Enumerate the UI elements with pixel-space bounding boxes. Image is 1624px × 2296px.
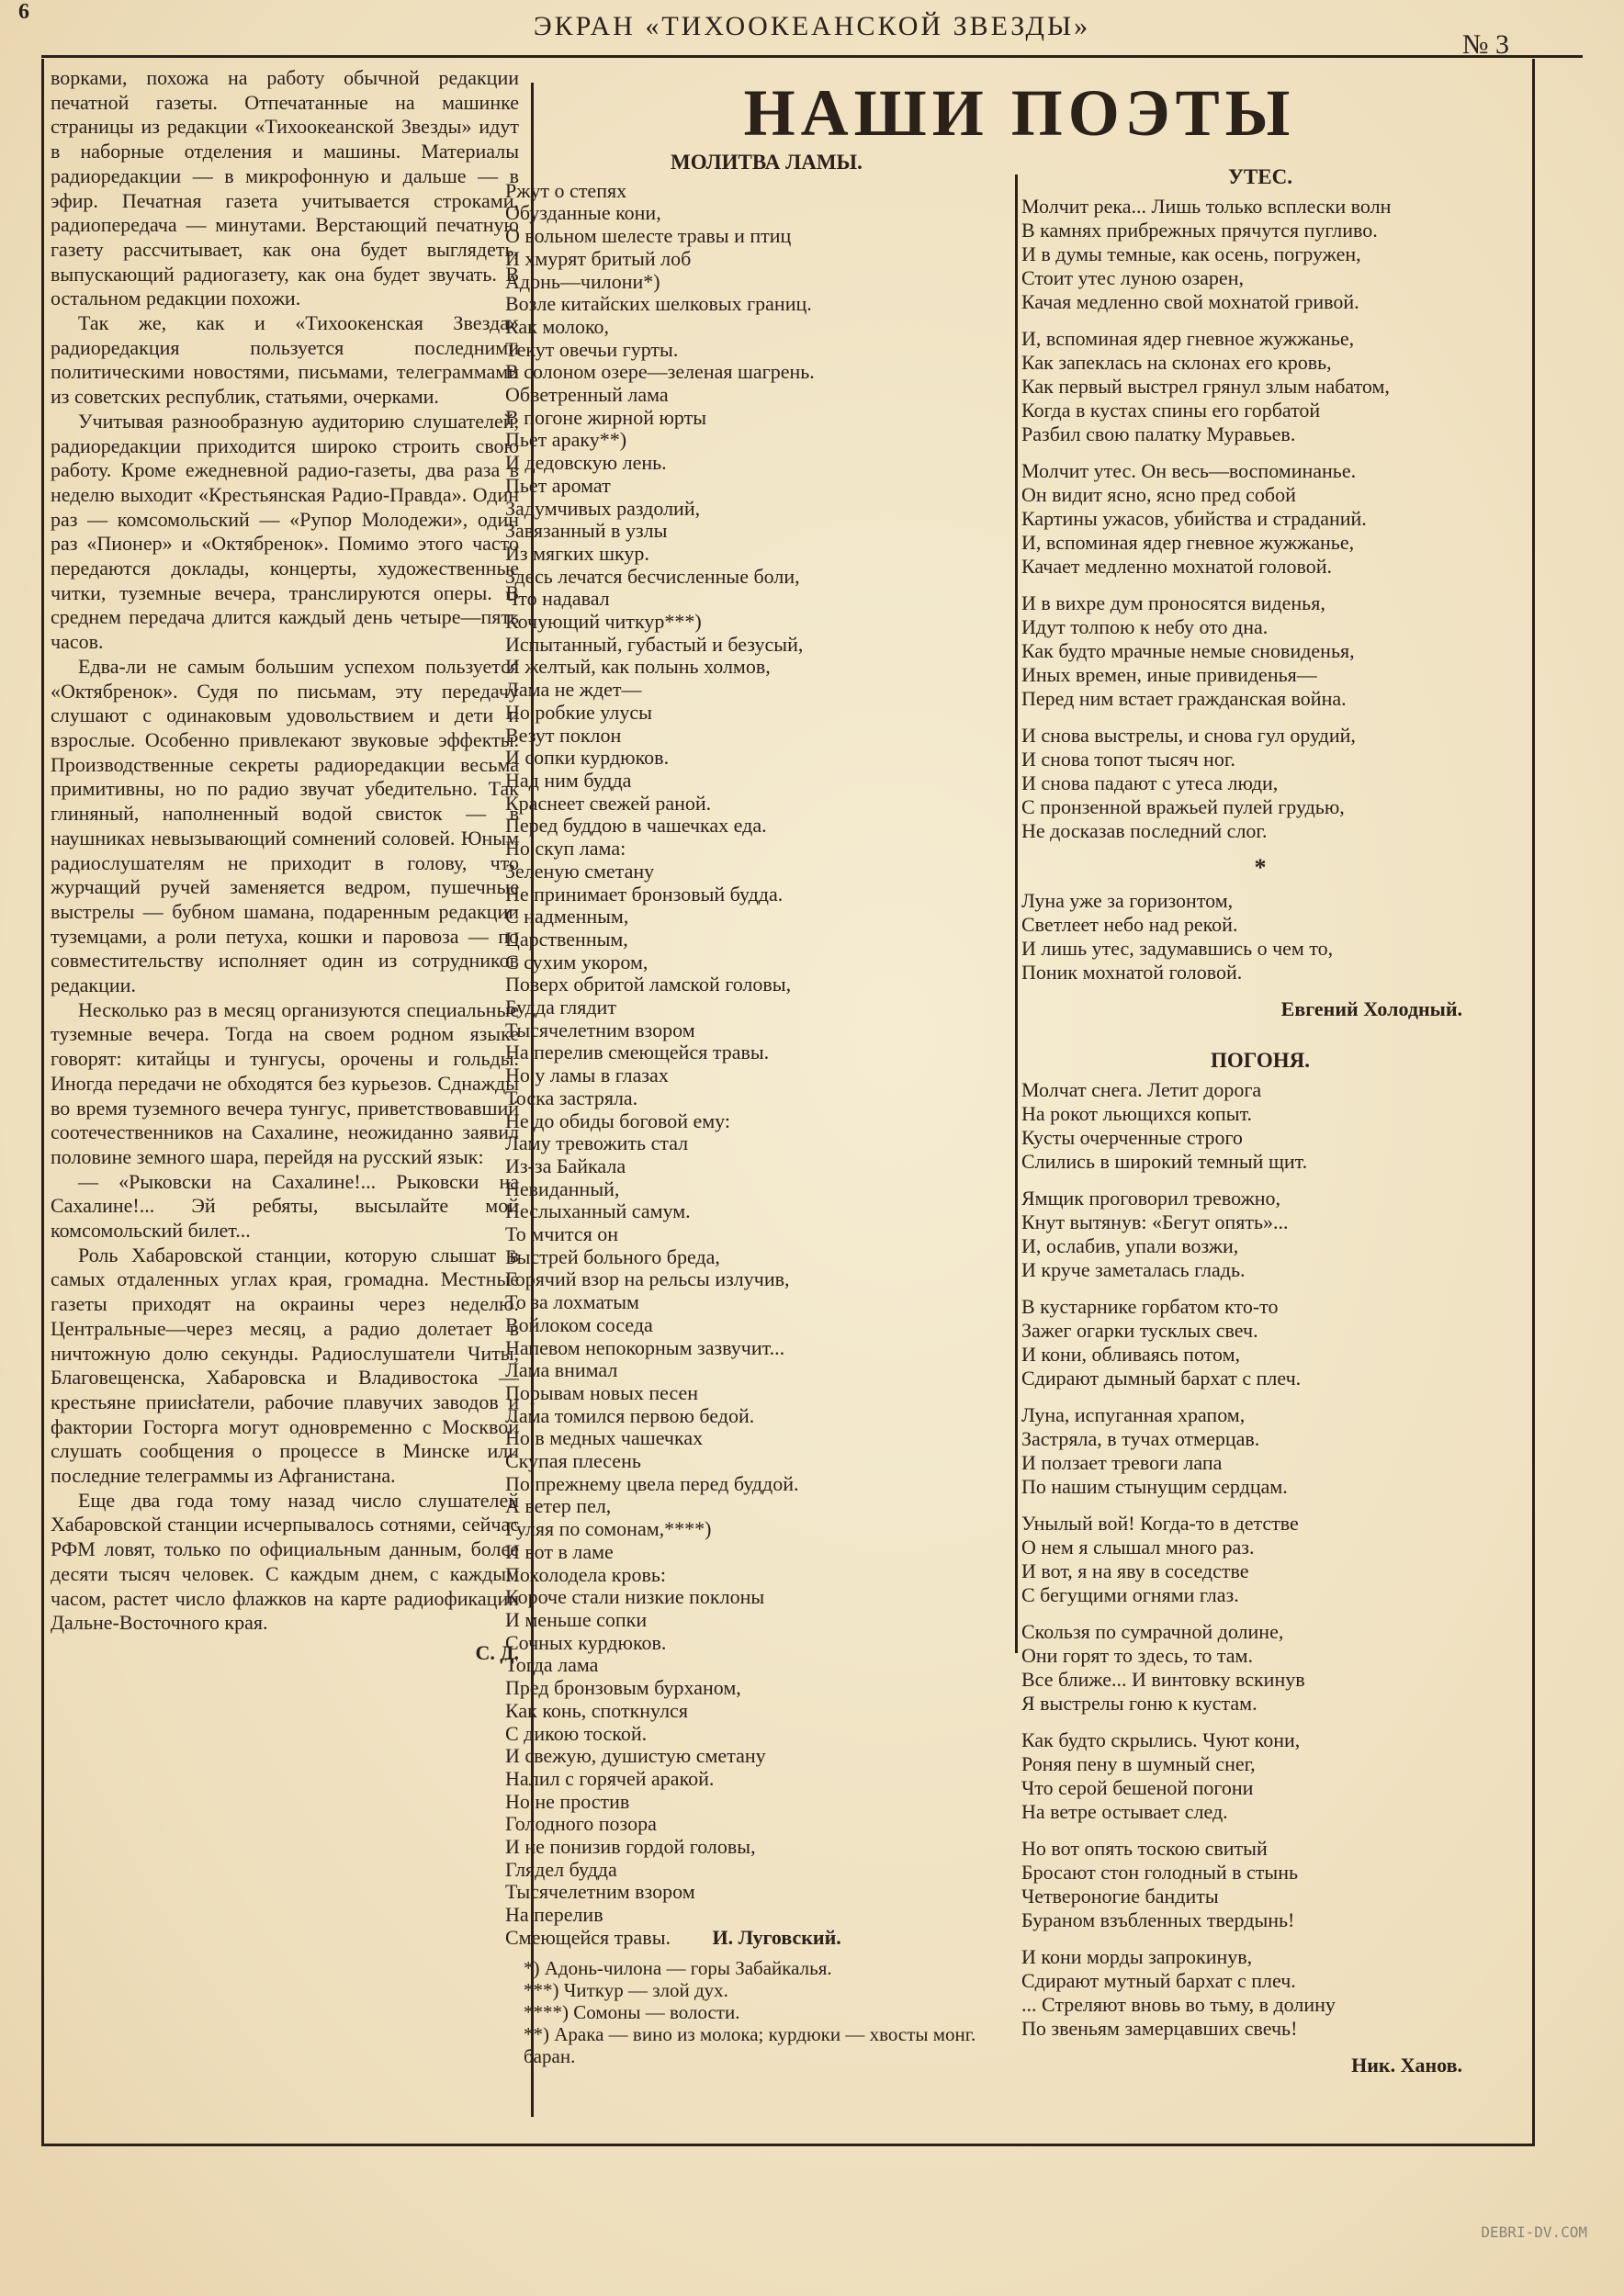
poem-lama [505,152,987,2144]
footnote: *) Адонь-чилона — горы Забайкалья. [524,1956,832,1979]
poem-line [505,1927,987,1950]
poem-line: Невиданный, [505,1176,620,1200]
stanza [1021,327,1499,446]
stanza [1021,195,1499,314]
poem-line: С пронзенной вражьей пулей грудью, [1021,795,1345,818]
poem-line: В погоне жирной юрты [505,405,707,429]
poem-line: Лама томился первою бедой. [505,1403,755,1427]
poem-line: В солоном озере—зеленая шагрень. [505,360,815,384]
article-paragraph: Еще два года тому назад число слушателей Хабаровской станции исчерпывалось сотнями, сейчас РФМ ловят, только по официальным данным, более десяти тысяч человек. С каждым днем, с каждым часом, растет число флажков на карте радиофикации Дальне-Восточного края. [51,1488,519,1635]
poem-utes-body [1021,195,1499,843]
article-paragraph: — «Рыковски на Сахалине!... Рыковски на Сахалине!... Эй ребяты, высылайте мой комсомольский билет... [51,1169,519,1243]
poem-line: Но не простив [505,1789,630,1813]
poem-line: И, вспоминая ядер гневное жужжанье, [1021,327,1355,350]
section-title: НАШИ ПОЭТЫ [743,76,1296,150]
poem-last-line: Смеющейся травы. [505,1925,671,1949]
poem-line: Похолодела кровь: [505,1562,666,1586]
article-paragraph: Несколько раз в месяц организуются специальные туземные вечера. Тогда на своем родном языке говорят: китайцы и тунгусы, орочены и гольды. Иногда передачи не обходятся без курьезов. Сднажды во время туземного вечера тунгус, приветствовавший соотечественников на Сахалине, неожиданно заявил половине земного шара, перейдя на русский язык: [51,997,519,1168]
poem-line: Сочных курдюков. [505,1630,667,1654]
poem-line: Войлоком соседа [505,1312,653,1336]
poem-pogonya-body [1021,1078,1499,2041]
poem-line: Когда в кустах спины его горбатой [1021,399,1321,422]
poem-lines [505,180,987,1927]
poem-line: Четвероногие бандиты [1021,1885,1219,1908]
poem-line: Неслыханный самум. [505,1199,691,1223]
poem-line: Краснеет свежей раной. [505,791,712,815]
poem-line: Гуляя по сомонам,****) [505,1517,712,1541]
poem-line: Скользя по сумрачной долине, [1021,1620,1284,1643]
poem-line: Завязанный в узлы [505,519,668,543]
poem-line: Пред бронзовым бурханом, [505,1676,741,1700]
poem-line: Что надавал [505,587,610,611]
footnotes [505,1957,987,2067]
poem-line: Как конь, споткнулся [505,1698,688,1722]
poem-line: Кнут вытянув: «Бегут опять»... [1021,1210,1289,1233]
poem-line: Поверх обритой ламской головы, [505,973,792,996]
poem-line: И не понизив гордой головы, [505,1835,756,1859]
poem-line: И в вихре дум проносятся виденья, [1021,591,1325,614]
poem-line: Луна уже за горизонтом, [1021,889,1234,912]
poem-line: Молчат снега. Летит дорога [1021,1078,1262,1101]
footnote: **) Арака — вино из молока; курдюки — хвосты монг. баран. [524,2022,976,2067]
stanza [1021,1728,1499,1824]
poem-line: Но в медных чашечках [505,1426,704,1450]
poem-line: И дедовскую лень. [505,451,667,475]
poem-line: И снова топот тысяч ног. [1021,748,1235,771]
poem-line: И, ослабив, упали возжи, [1021,1234,1239,1257]
poem-line: Как молоко, [505,314,610,338]
poem-line: На перелив смеющейся травы. [505,1041,770,1064]
poem-line: Лама не ждет— [505,678,642,702]
poem-line: Порывам новых песен [505,1380,699,1404]
poem-line: Адонь—чилони*) [505,269,660,293]
header-rule [41,55,1583,58]
poem-line: Обветренный лама [505,383,669,407]
poem-line: И кони морды запрокинув, [1021,1945,1253,1968]
poem-line: Сдирают дымный бархат с плеч. [1021,1367,1302,1390]
poem-line: Иных времен, иные привиденья— [1021,663,1317,686]
poem-line: Кочующий читкур***) [505,610,702,634]
poem-line: Пьет аромат [505,473,611,497]
poem-line: Обузданные кони, [505,201,661,225]
poem-line: С дикою тоской. [505,1721,648,1745]
poem-line: То за лохматым [505,1290,639,1314]
poem-line: Бураном взъбленных твердынь! [1021,1908,1295,1931]
poem-line: Они горят то здесь, то там. [1021,1644,1253,1667]
poem-line: Я выстрелы гоню к кустам. [1021,1692,1257,1715]
poem-line: Ямщик проговорил тревожно, [1021,1187,1281,1210]
poem-line: И хмурят бритый лоб [505,246,692,270]
poem-line: И снова падают с утеса люди, [1021,771,1279,794]
poem-line: По нашим стынущим сердцам. [1021,1475,1288,1498]
poem-line: Молчит утес. Он весь—воспоминанье. [1021,459,1357,482]
poem-line: Испытанный, губастый и безусый, [505,632,804,656]
poem-line: Скупая плесень [505,1449,641,1473]
poem-line: Голодного позора [505,1812,657,1836]
article-signature: С. Д. [475,1641,519,1664]
poem-line: По звеньям замерцавших свечь! [1021,2017,1298,2040]
poem-author: И. Луговский. [712,1925,841,1949]
poem-line: Луна, испуганная храпом, [1021,1403,1246,1426]
article-paragraph: Едва-ли не самым большим успехом пользуется «Октябренок». Судя по письмам, эту передачу слушают с одинаковым удовольствием и дети и взрослые. Особенно привлекают звуковые эффекты. Производственные секреты радиоредакции весьма примитивны, но по радио звучат убедительно. Так глиняный, наполненный водой свисток — в наушниках невызывающий сомнений соловей. Юным радиослушателям не приходит в голову, что журчащий ручей заменяется ведром, пушечные выстрелы — бубном шамана, подаренным редакции туземцами, а роли петуха, кошки и паровоза — по совместительству исполняет один из сотрудников редакции. [51,654,519,997]
poem-line: Стоит утес луною озарен, [1021,266,1244,289]
article-column [51,66,519,2133]
poem-line: Над ним будда [505,768,632,792]
poem-line: Но у ламы в глазах [505,1064,669,1087]
poem-line: Быстрей больного бреда, [505,1244,720,1268]
poem-line: С бегущими огнями глаз. [1021,1583,1239,1606]
poem-line: Не принимает бронзовый будда. [505,882,784,906]
poem-title: МОЛИТВА ЛАМЫ. [671,152,863,174]
poem-author: Евгений Холодный. [1280,997,1462,1020]
stanza [1021,1837,1499,1932]
poem-line: Царственным, [505,927,628,951]
stanza [1021,1512,1499,1607]
poem-line: Не до обиды боговой ему: [505,1109,730,1132]
poem-line: И лишь утес, задумавшись о чем то, [1021,937,1334,960]
poem-line: И круче заметалась гладь. [1021,1258,1246,1281]
poem-line: И, вспоминая ядер гневное жужжанье, [1021,531,1355,554]
poem-line: И вот, я на яву в соседстве [1021,1559,1249,1582]
poem-line: Тысячелетним взором [505,1880,695,1904]
poem-line: Идут толпою к небу ото дна. [1021,615,1269,638]
poem-line: С сухим укором, [505,950,648,974]
stanza [1021,459,1499,579]
poem-line: Зажег огарки тусклых свеч. [1021,1319,1258,1342]
poem-line: И желтый, как полынь холмов, [505,655,771,679]
newspaper-header-title: ЭКРАН «ТИХООКЕАНСКОЙ ЗВЕЗДЫ» [533,11,1091,41]
poem-line: То мчится он [505,1222,619,1246]
poem-line: Текут овечьи гурты. [505,337,679,361]
poem-line: Роняя пену в шумный снег, [1021,1752,1256,1775]
poem-line: Горячий взор на рельсы излучив, [505,1267,790,1291]
poem-line: И в думы темные, как осень, погружен, [1021,242,1361,265]
poem-line: Из мягких шкур. [505,541,649,565]
poem-line: ... Стреляют вновь во тьму, в долину [1021,1993,1336,2016]
poem-final-stanza [1021,889,1499,985]
poem-line: Тысячелетним взором [505,1018,695,1041]
issue-number: № 3 [1461,29,1509,60]
stanza [1021,1945,1499,2041]
poem-title: ПОГОНЯ. [1211,1049,1310,1072]
poem-line: И кони, обливаясь потом, [1021,1343,1240,1366]
poem-line: Лама внимал [505,1358,618,1382]
poem-line: Бросают стон голодный в стынь [1021,1861,1299,1884]
poem-line: Все ближе... И винтовку вскинув [1021,1668,1305,1691]
poem-line: Тогда лама [505,1653,599,1677]
poem-line: Что серой бешеной погони [1021,1776,1254,1799]
poem-line: Глядел будда [505,1857,617,1881]
poem-line: Слились в широкий темный щит. [1021,1150,1308,1173]
footnote: ****) Сомоны — волости. [524,2000,740,2023]
poem-line: И свежую, душистую сметану [505,1744,766,1768]
poem-line: Везут поклон [505,723,622,747]
poem-line: Как будто скрылись. Чуют кони, [1021,1728,1301,1751]
poem-line: О нем я слышал много раз. [1021,1536,1255,1559]
stanza [1021,1620,1499,1716]
poem-line: Зеленую сметану [505,859,655,883]
poem-line: Разбил свою палатку Муравьев. [1021,422,1296,445]
watermark: DEBRI-DV.COM [1481,2223,1587,2241]
poem-line: Картины ужасов, убийства и страданий. [1021,507,1367,530]
poem-line: Но скуп лама: [505,837,626,861]
stanza [1021,591,1499,711]
poem-line: С надменным, [505,905,629,929]
poem-title: УТЕС. [1228,165,1292,188]
stanza-separator: * [1254,854,1267,881]
poem-line: Кусты очерченные строго [1021,1126,1243,1149]
poem-line: Пьет араку**) [505,428,627,452]
poem-line: О вольном шелесте травы и птиц [505,224,792,248]
poem-line: Не досказав последний слог. [1021,819,1268,842]
poem-line: На ветре остывает след. [1021,1800,1228,1823]
poem-line: Качая медленно свой мохнатой гривой. [1021,290,1359,313]
stanza [1021,724,1499,843]
poem-line: В кустарнике горбатом кто-то [1021,1295,1279,1318]
poem-line: Здесь лечатся бесчисленные боли, [505,564,800,588]
poem-line: Ржут о степях [505,178,627,202]
poem-line: Застряла, в тучах отмерцав. [1021,1427,1260,1450]
poem-line: Из-за Байкала [505,1154,626,1177]
poem-author: Ник. Ханов. [1351,2054,1462,2077]
column-divider-right [1015,174,1018,1653]
poem-line: А ветер пел, [505,1494,612,1518]
poem-line: Перед буддою в чашечках еда. [505,814,767,838]
poem-line: Будда глядит [505,996,616,1019]
poem-line: Унылый вой! Когда-то в детстве [1021,1512,1299,1535]
poem-line: Возле китайских шелковых границ. [505,292,812,316]
poem-line: Перед ним встает гражданская война. [1021,687,1347,710]
poem-line: На рокот льющихся копыт. [1021,1102,1253,1125]
poem-line: На перелив [505,1903,603,1927]
poem-line: Как запеклась на склонах его кровь, [1021,351,1332,374]
poem-line: И сопки курдюков. [505,746,670,770]
poem-line: Но вот опять тоскою свитый [1021,1837,1268,1860]
poem-line: Сдирают мутный бархат с плеч. [1021,1969,1296,1992]
stanza [1021,1078,1499,1174]
footnote: ***) Читкур — злой дух. [524,1978,728,2001]
article-paragraph: ворками, похожа на работу обычной редакции печатной газеты. Отпечатанные на машинке страницы из редакции «Тихоокеанской Звезды» идут в наборные отделения и машины. Материалы радиоредакции — в микрофонную и дальше — в эфир. Печатная газета учитывается строками, радиопередача — минутами. Верстающий печатную газету рассчитывает, как она будет выглядеть, выпускающий радиогазету, как она будет звучать. В остальном редакции похожи. [51,66,519,310]
poem-line: Задумчивых раздолий, [505,496,701,520]
article-paragraph: Учитывая разнообразную аудиторию слушателей, радиоредакции приходится широко строить свою работу. Кроме ежедневной радио-газеты, два раза в неделю выходит «Крестьянская Радио-Правда». Один раз — комсомольский — «Рупор Молодежи», один раз «Пионер» и «Октябренок». Помимо этого часто передаются доклады, концерты, художественные читки, туземные вечера, транслируются оперы. В среднем передача длится каждый день четыре—пять часов. [51,409,519,654]
poem-line: Светлеет небо над рекой. [1021,913,1238,936]
page-number: 6 [18,0,29,24]
stanza [1021,1295,1499,1390]
poem-line: Тоска застряла. [505,1086,638,1109]
poem-line: Как первый выстрел грянул злым набатом, [1021,375,1390,398]
poem-line: И снова выстрелы, и снова гул орудий, [1021,724,1356,747]
stanza [1021,1403,1499,1499]
spacer [1021,1021,1499,1049]
poem-line: Напевом непокорным зазвучит... [505,1335,785,1359]
article-paragraph: Так же, как и «Тихоокенская Звезда» радиоредакция пользуется последними политическими новостями, письмами, телеграммами из советских республик, статьями, очерками. [51,311,519,409]
article-paragraph: Роль Хабаровской станции, которую слышат в самых отдаленных углах края, громадна. Местные газеты приходят на окраины через неделю. Центральные—через месяц, а радио долетает в ничтожную долю секунды. Радиослушатели Читы, Благовещенска, Хабаровска и Владивостока — крестьяне приисłатели, рабочие плавучих заводов и фактории Госторга могут одновременно с Москвой слушать сообщения о процессе в Минске или последние телеграммы из Афганистана. [51,1243,519,1488]
poem-line: Он видит ясно, ясно пред собой [1021,483,1296,506]
poem-line: Поник мохнатой головой. [1021,961,1243,984]
poem-line: Качает медленно мохнатой головой. [1021,555,1332,578]
poem-line: Молчит река... Лишь только всплески волн [1021,195,1392,218]
poem-line: Но робкие улусы [505,700,652,724]
poem-line: И вот в ламе [505,1539,614,1563]
poem-line: Налил с горячей аракой. [505,1766,715,1790]
poem-line: Короче стали низкие поклоны [505,1585,765,1609]
poem-line: И меньше сопки [505,1608,648,1631]
poem-line: По прежнему цвела перед буддой. [505,1471,799,1495]
poem-line: Ламу тревожить стал [505,1131,689,1155]
poem-line: И ползает тревоги лапа [1021,1451,1223,1474]
poem-line: В камнях прибрежных прячутся пугливо. [1021,219,1378,242]
stanza [1021,1187,1499,1282]
poem-line: Как будто мрачные немые сновиденья, [1021,639,1355,662]
poems-right-column [1021,165,1499,2140]
